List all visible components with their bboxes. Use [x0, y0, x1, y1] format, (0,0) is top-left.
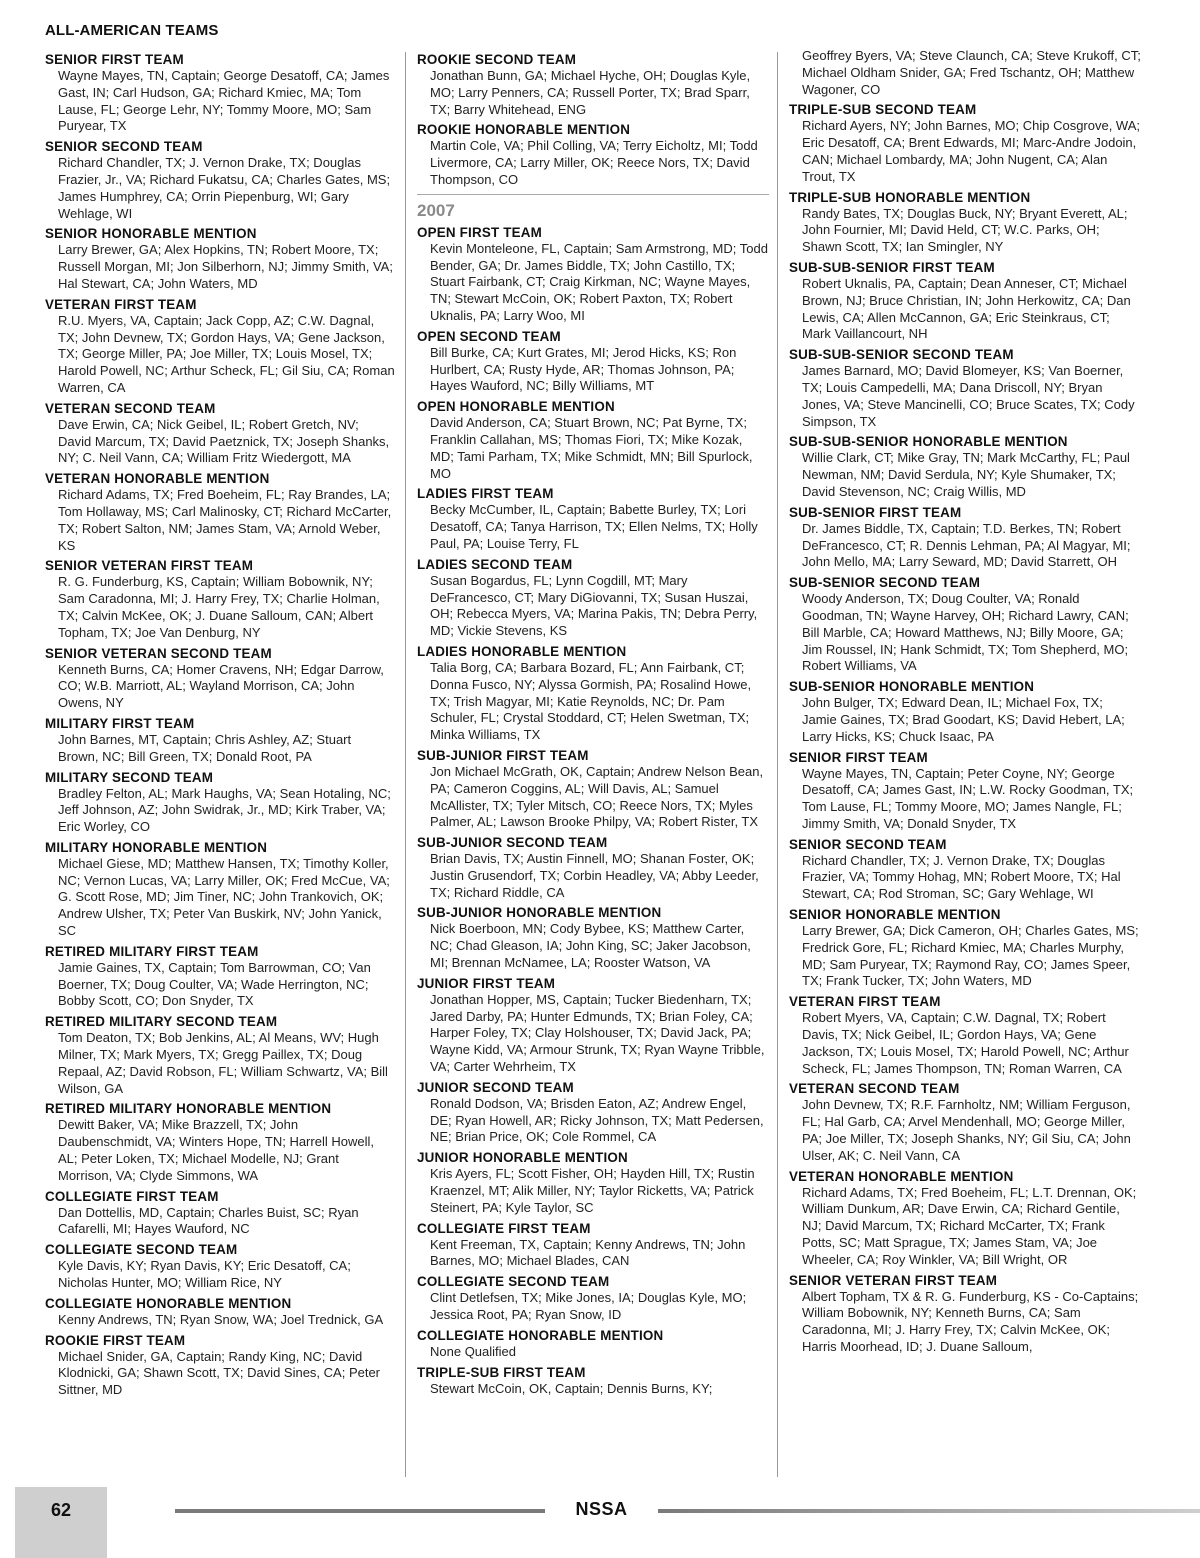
section-members: Willie Clark, CT; Mike Gray, TN; Mark McCarthy, FL; Paul Newman, NM; David Serdula, NY; Kyle Shumaker, TX; David Stevenson, NC; Craig Willis, MD — [802, 450, 1130, 499]
team-section — [417, 976, 769, 1076]
continued-text: Geoffrey Byers, VA; Steve Claunch, CA; Steve Krukoff, CT; Michael Oldham Snider, GA; Fred Tschantz, OH; Matthew Wagoner, CO — [802, 48, 1141, 97]
section-title: RETIRED MILITARY HONORABLE MENTION — [45, 1101, 332, 1117]
section-title: COLLEGIATE SECOND TEAM — [417, 1274, 610, 1290]
footer-rule — [658, 1509, 1200, 1513]
section-title: SUB-SENIOR FIRST TEAM — [789, 504, 962, 520]
section-members: James Barnard, MO; David Blomeyer, KS; Van Boerner, TX; Louis Campedelli, MA; Dana Driscoll, NY; Bryan Jones, VA; Steve Mancinelli, CO; Bruce Scates, TX; Cody Simpson, TX — [802, 363, 1135, 429]
team-section — [417, 1365, 769, 1398]
column-1 — [45, 48, 395, 1399]
year-heading: 2007 — [417, 200, 455, 220]
page-number: 62 — [50, 1500, 72, 1520]
section-title: ROOKIE HONORABLE MENTION — [417, 122, 631, 138]
section-members: Wayne Mayes, TN, Captain; George Desatoff, CA; James Gast, IN; Carl Hudson, GA; Richard Kmiec, MA; Tom Lause, FL; George Lehr, NY; Tommy Moore, MO; Sam Puryear, TX — [58, 68, 390, 134]
section-members: R.U. Myers, VA, Captain; Jack Copp, AZ; C.W. Dagnal, TX; John Devnew, TX; Gordon Hays, VA; Gene Jackson, TX; George Miller, PA; Joe Miller, TX; Louis Mosel, TX; Harold Powell, NC; Arthur Scheck, FL; Gil Siu, CA; Roman Warren, CA — [58, 312, 395, 395]
team-section — [789, 575, 1141, 675]
team-section — [417, 399, 769, 482]
section-members: Dewitt Baker, VA; Mike Brazzell, TX; John Daubenschmidt, VA; Winters Hope, TN; Harrell Howell, AL; Peter Loken, TX; Michael Modelle, NJ; Grant Morrison, VA; Clyde Simmons, WA — [58, 1117, 374, 1183]
section-title: VETERAN FIRST TEAM — [45, 296, 197, 312]
section-members: Talia Borg, CA; Barbara Bozard, FL; Ann Fairbank, CT; Donna Fusco, NY; Alyssa Gormish, PA; Rosalind Howe, TX; Trish Magyar, MI; Katie Reynolds, NC; Dr. Pam Schuler, FL; Crystal Stoddard, CT; Helen Swetman, TX; Minka Williams, TX — [430, 659, 752, 743]
team-section — [789, 1273, 1141, 1356]
section-title: SUB-SUB-SENIOR SECOND TEAM — [789, 347, 1014, 363]
section-title: RETIRED MILITARY SECOND TEAM — [45, 1014, 278, 1030]
section-members: Kris Ayers, FL; Scott Fisher, OH; Hayden Hill, TX; Rustin Kraenzel, MT; Alik Miller, NY; Taylor Ricketts, VA; Patrick Steinert, PA; Kyle Taylor, SC — [430, 1166, 755, 1215]
section-title: MILITARY FIRST TEAM — [45, 715, 195, 731]
section-members: David Anderson, CA; Stuart Brown, NC; Pat Byrne, TX; Franklin Callahan, MS; Thomas Fiori, TX; Mike Kozak, MD; Tami Parham, TX; Mike Schmidt, MN; Bill Spurlock, MO — [430, 415, 753, 481]
section-members: Nick Boerboon, MN; Cody Bybee, KS; Matthew Carter, NC; Chad Gleason, IA; John King, SC; Jaker Jacobson, MI; Brennan McNamee, LA; Rooster Watson, VA — [430, 921, 751, 971]
section-members: Wayne Mayes, TN, Captain; Peter Coyne, NY; George Desatoff, CA; James Gast, IN; L.W. Rocky Goodman, TX; Tom Lause, FL; Tommy Moore, MO; James Nangle, FL; Jimmy Smith, VA; Donald Snyder, TX — [802, 765, 1134, 831]
section-title: SUB-JUNIOR SECOND TEAM — [417, 835, 608, 851]
section-title: TRIPLE-SUB HONORABLE MENTION — [789, 189, 1031, 205]
section-title: SUB-SUB-SENIOR HONORABLE MENTION — [789, 434, 1068, 450]
section-members: Larry Brewer, GA; Dick Cameron, OH; Charles Gates, MS; Fredrick Gore, FL; Richard Kmiec, MA; Charles Murphy, MD; Sam Puryear, TX; Raymond Ray, CO; James Speer, TX; Frank Tucker, TX; John Waters, MD — [802, 923, 1139, 989]
team-section — [417, 644, 769, 744]
section-title: VETERAN FIRST TEAM — [789, 994, 941, 1010]
team-section — [45, 770, 395, 836]
team-section — [45, 944, 395, 1010]
team-section — [45, 52, 395, 135]
team-section — [789, 907, 1141, 990]
section-members: Jonathan Hopper, MS, Captain; Tucker Biedenharn, TX; Jared Darby, PA; Hunter Edmunds, TX; Brian Foley, CA; Harper Foley, TX; Clay Holshouser, TX; David Jack, PA; Wayne Kidd, VA; Armour Strunk, TX; Ryan Wayne Tribble, VA; Carter Wehrheim, TX — [430, 991, 765, 1075]
section-members: Bradley Felton, AL; Mark Haughs, VA; Sean Hotaling, NC; Jeff Johnson, AZ; John Swidrak, Jr., MD; Kirk Traber, VA; Eric Worley, CO — [58, 785, 391, 835]
team-section — [789, 505, 1141, 571]
team-section — [45, 1101, 395, 1184]
section-members: Richard Ayers, NY; John Barnes, MO; Chip Cosgrove, WA; Eric Desatoff, CA; Brent Edwards, MI; Marc-Andre Jodoin, CAN; Michael Lombardy, MA; John Nugent, CA; Alan Trout, TX — [802, 118, 1141, 184]
section-members: R. G. Funderburg, KS, Captain; William Bobownik, NY; Sam Caradonna, MI; J. Harry Frey, TX; Charlie Holman, TX; Calvin McKee, OK; J. Duane Salloum, CAN; Albert Topham, TX; Joe Van Denburg, NY — [58, 574, 380, 640]
section-title: VETERAN HONORABLE MENTION — [45, 471, 270, 487]
team-section — [417, 835, 769, 901]
team-section — [45, 297, 395, 397]
section-members: Richard Chandler, TX; J. Vernon Drake, TX; Douglas Frazier, VA; Tommy Hohag, MN; Robert Moore, TX; Hal Stewart, CA; Rod Stroman, SC; Gary Wehlage, WI — [802, 852, 1121, 902]
team-section — [417, 1328, 769, 1361]
page-number-box — [15, 1487, 107, 1558]
section-members: John Bulger, TX; Edward Dean, IL; Michael Fox, TX; Jamie Gaines, TX; Brad Goodart, KS; David Hebert, LA; Larry Hicks, KS; Chuck Isaac, PA — [802, 695, 1125, 744]
column-3 — [789, 48, 1141, 1356]
team-section — [45, 1333, 395, 1399]
team-section — [789, 1081, 1141, 1164]
page-heading: ALL-AMERICAN TEAMS — [45, 22, 219, 39]
section-members: Brian Davis, TX; Austin Finnell, MO; Shanan Foster, OK; Justin Grusendorf, TX; Corbin Headley, VA; Abby Leeder, TX; Richard Riddle, CA — [430, 851, 759, 900]
team-section — [417, 1080, 769, 1146]
section-title: SENIOR VETERAN FIRST TEAM — [789, 1272, 998, 1288]
section-title: LADIES HONORABLE MENTION — [417, 643, 627, 659]
team-section — [45, 1296, 395, 1329]
year-block — [417, 194, 769, 1398]
section-title: LADIES SECOND TEAM — [417, 556, 573, 572]
section-title: SENIOR VETERAN SECOND TEAM — [45, 645, 272, 661]
section-members: Kenny Andrews, TN; Ryan Snow, WA; Joel Trednick, GA — [58, 1311, 384, 1327]
section-title: VETERAN SECOND TEAM — [789, 1081, 960, 1097]
section-title: MILITARY HONORABLE MENTION — [45, 839, 268, 855]
section-title: SENIOR FIRST TEAM — [789, 749, 928, 765]
section-title: JUNIOR FIRST TEAM — [417, 975, 556, 991]
team-section — [45, 226, 395, 292]
team-section — [789, 434, 1141, 500]
section-members: Martin Cole, VA; Phil Colling, VA; Terry Eicholtz, MI; Todd Livermore, CA; Larry Miller, OK; Reece Nors, TX; David Thompson, CO — [430, 138, 758, 187]
section-title: SENIOR SECOND TEAM — [789, 836, 947, 852]
team-section — [789, 190, 1141, 256]
section-title: SENIOR VETERAN FIRST TEAM — [45, 558, 254, 574]
section-title: SENIOR SECOND TEAM — [45, 139, 203, 155]
section-members: Dave Erwin, CA; Nick Geibel, IL; Robert Gretch, NV; David Marcum, TX; David Paetznick, TX; Joseph Shanks, NY; C. Neil Vann, CA; William Fritz Wiedergott, MA — [58, 416, 390, 466]
team-section — [417, 557, 769, 640]
section-members: Kevin Monteleone, FL, Captain; Sam Armstrong, MD; Todd Bender, GA; Dr. James Biddle, TX; John Castillo, TX; Stuart Fairbank, CT; Craig Kirkman, NC; Wayne Mayes, TN; Stewart McCoin, OK; Robert Paxton, TX; Robert Uknalis, PA; Larry Woo, MI — [430, 240, 768, 323]
team-section — [45, 471, 395, 554]
section-title: SUB-SUB-SENIOR FIRST TEAM — [789, 259, 995, 275]
column-divider — [405, 52, 406, 1477]
team-section — [417, 1221, 769, 1271]
section-title: TRIPLE-SUB FIRST TEAM — [417, 1364, 586, 1380]
team-section — [789, 679, 1141, 745]
section-title: JUNIOR SECOND TEAM — [417, 1079, 574, 1095]
section-members: None Qualified — [430, 1343, 516, 1359]
section-members: Susan Bogardus, FL; Lynn Cogdill, MT; Mary DeFrancesco, CT; Mary DiGiovanni, TX; Susan Huszai, OH; Rebecca Myers, VA; Marina Pakis, TN; Debra Perry, MD; Vickie Stevens, KS — [430, 572, 758, 639]
section-members: Stewart McCoin, OK, Captain; Dennis Burns, KY; — [430, 1380, 713, 1396]
team-section — [417, 748, 769, 831]
section-members: Jamie Gaines, TX, Captain; Tom Barrowman, CO; Van Boerner, TX; Doug Coulter, VA; Wade Herrington, NC; Bobby Scott, CO; Don Snyder, TX — [58, 959, 371, 1009]
section-members: Dr. James Biddle, TX, Captain; T.D. Berkes, TN; Robert DeFrancesco, CT; R. Dennis Lehman, PA; Al Magyar, MI; John Mello, MA; Larry Seward, MD; David Starrett, OH — [802, 520, 1131, 570]
section-title: COLLEGIATE FIRST TEAM — [45, 1188, 219, 1204]
team-section — [45, 716, 395, 766]
section-title: TRIPLE-SUB SECOND TEAM — [789, 102, 977, 118]
section-title: SENIOR HONORABLE MENTION — [45, 226, 257, 242]
section-members: Kent Freeman, TX, Captain; Kenny Andrews, TN; John Barnes, MO; Michael Blades, CAN — [430, 1236, 746, 1269]
section-title: SUB-SENIOR HONORABLE MENTION — [789, 679, 1035, 695]
section-title: RETIRED MILITARY FIRST TEAM — [45, 943, 259, 959]
section-members: Larry Brewer, GA; Alex Hopkins, TN; Robert Moore, TX; Russell Morgan, MI; Jon Silberhorn, NJ; Jimmy Smith, VA; Hal Stewart, CA; John Waters, MD — [58, 242, 393, 291]
section-members: Robert Myers, VA, Captain; C.W. Dagnal, TX; Robert Davis, TX; Nick Geibel, IL; Gordon Hays, VA; Gene Jackson, TX; Louis Mosel, TX; Harold Powell, NC; Arthur Scheck, FL; James Thompson, TN; Roman Warren, CA — [802, 1010, 1129, 1076]
section-title: JUNIOR HONORABLE MENTION — [417, 1150, 628, 1166]
section-members: John Barnes, MT, Captain; Chris Ashley, AZ; Stuart Brown, NC; Bill Green, TX; Donald Root, PA — [58, 731, 352, 764]
section-title: MILITARY SECOND TEAM — [45, 769, 214, 785]
team-section — [45, 139, 395, 222]
section-title: COLLEGIATE FIRST TEAM — [417, 1220, 591, 1236]
team-section — [789, 750, 1141, 833]
section-title: OPEN SECOND TEAM — [417, 328, 561, 344]
section-title: VETERAN SECOND TEAM — [45, 400, 216, 416]
team-section — [45, 1242, 395, 1292]
footer-rule — [175, 1509, 545, 1513]
section-title: COLLEGIATE HONORABLE MENTION — [417, 1327, 664, 1343]
team-section — [45, 646, 395, 712]
section-members: Richard Chandler, TX; J. Vernon Drake, TX; Douglas Frazier, Jr., VA; Richard Fukatsu, CA; Charles Gates, MS; James Humphrey, CA; Orrin Piepenburg, WI; Gary Wehlage, WI — [58, 155, 391, 221]
section-members: John Devnew, TX; R.F. Farnholtz, NM; William Ferguson, FL; Hal Garb, CA; Arvel Mendenhall, MO; George Miller, PA; Joe Miller, TX; Joseph Shanks, NY; Gil Siu, CA; John Ulser, AK; C. Neil Vann, CA — [802, 1097, 1131, 1163]
team-section — [789, 102, 1141, 185]
section-members: Kyle Davis, KY; Ryan Davis, KY; Eric Desatoff, CA; Nicholas Hunter, MO; William Rice, NY — [58, 1258, 351, 1291]
section-title: COLLEGIATE SECOND TEAM — [45, 1242, 238, 1258]
team-section — [45, 1014, 395, 1097]
section-members: Albert Topham, TX & R. G. Funderburg, KS - Co-Captains; William Bobownik, NY; Kenneth Burns, CA; Sam Caradonna, MI; J. Harry Frey, TX; Calvin McKee, OK; Harris Moorhead, ID; J. Duane Salloum, — [802, 1288, 1139, 1355]
section-title: VETERAN HONORABLE MENTION — [789, 1168, 1014, 1184]
section-members: Ronald Dodson, VA; Brisden Eaton, AZ; Andrew Engel, DE; Ryan Howell, AR; Ricky Johnson, TX; Matt Pedersen, NE; Brian Price, OK; Cole Rommel, CA — [430, 1095, 764, 1145]
team-section — [45, 558, 395, 641]
section-members: Dan Dottellis, MD, Captain; Charles Buist, SC; Ryan Cafarelli, MI; Hayes Wauford, NC — [58, 1204, 359, 1237]
team-section — [417, 486, 769, 552]
section-members: Michael Snider, GA, Captain; Randy King, NC; David Klodnicki, GA; Shawn Scott, TX; David Sines, CA; Peter Sittner, MD — [58, 1348, 381, 1398]
team-section — [789, 1169, 1141, 1269]
section-members: Randy Bates, TX; Douglas Buck, NY; Bryant Everett, AL; John Fournier, MI; David Held, CT; W.C. Parks, OH; Shawn Scott, TX; Ian Smingler, NY — [802, 205, 1128, 255]
team-section — [789, 260, 1141, 343]
team-section — [417, 1150, 769, 1216]
section-members: Richard Adams, TX; Fred Boeheim, FL; Ray Brandes, LA; Tom Hollaway, MS; Carl Malinosky, CT; Richard McCarter, TX; Robert Salton, NM; James Stam, VA; Arnold Weber, KS — [58, 487, 392, 553]
section-members: Robert Uknalis, PA, Captain; Dean Anneser, CT; Michael Brown, NJ; Bruce Christian, IN; John Herkowitz, CA; Dan Lewis, CA; Allen McCannon, GA; Eric Steinkraus, CT; Mark Vaillancourt, NH — [802, 275, 1131, 342]
team-section — [417, 225, 769, 325]
section-title: LADIES FIRST TEAM — [417, 486, 554, 502]
section-title: ROOKIE SECOND TEAM — [417, 52, 577, 67]
column-2 — [417, 48, 769, 1397]
section-members: Clint Detlefsen, TX; Mike Jones, IA; Douglas Kyle, MO; Jessica Root, PA; Ryan Snow, ID — [430, 1290, 747, 1323]
team-section — [789, 994, 1141, 1077]
section-members: Becky McCumber, IL, Captain; Babette Burley, TX; Lori Desatoff, CA; Tanya Harrison, TX; Ellen Nelms, TX; Holly Paul, PA; Louise Terry, FL — [430, 502, 758, 551]
section-title: OPEN FIRST TEAM — [417, 224, 543, 240]
section-members: Jon Michael McGrath, OK, Captain; Andrew Nelson Bean, PA; Cameron Coggins, AL; Will Davis, AL; Samuel McAllister, TX; Tyler Mitsch, CO; Reece Nors, TX; Myles Palmer, AL; Lawson Brooke Philpy, VA; Robert Rister, TX — [430, 763, 764, 830]
team-section — [417, 329, 769, 395]
team-section — [417, 122, 769, 188]
section-title: SUB-JUNIOR HONORABLE MENTION — [417, 905, 662, 921]
team-section — [789, 837, 1141, 903]
section-members: Tom Deaton, TX; Bob Jenkins, AL; Al Means, WV; Hugh Milner, TX; Mark Myers, TX; Gregg Paillex, TX; Doug Repaal, AZ; David Robson, FL; William Schwartz, VA; Bill Wilson, GA — [58, 1030, 388, 1096]
section-members: Richard Adams, TX; Fred Boeheim, FL; L.T. Drennan, OK; William Dunkum, AR; Dave Erwin, CA; Richard Gentile, NJ; David Marcum, TX; Richard McCarter, TX; Frank Potts, SC; Matt Sprague, TX; James Stam, VA; Joe Wheeler, CA; Roy Winkler, VA; Bill Wright, OR — [802, 1184, 1137, 1267]
section-title: COLLEGIATE HONORABLE MENTION — [45, 1295, 292, 1311]
section-members: Woody Anderson, TX; Doug Coulter, VA; Ronald Goodman, TN; Wayne Harvey, OH; Richard Lawry, CAN; Bill Marble, CA; Howard Matthews, NJ; Billy Moore, GA; Jim Roussel, IN; Hank Schmidt, TX; Tom Shepherd, MO; Robert Williams, VA — [802, 591, 1129, 674]
section-members: Kenneth Burns, CA; Homer Cravens, NH; Edgar Darrow, CO; W.B. Marriott, AL; Wayland Morrison, CA; John Owens, NY — [58, 661, 384, 711]
section-members: Michael Giese, MD; Matthew Hansen, TX; Timothy Koller, NC; Vernon Lucas, VA; Larry Miller, OK; Fred McCue, VA; G. Scott Rose, MD; Jim Tiner, NC; John Trankovich, OK; Andrew Ulsher, TX; Peter Van Buskirk, NV; John Yanick, SC — [58, 855, 390, 939]
section-title: SUB-SENIOR SECOND TEAM — [789, 575, 981, 591]
section-title: ROOKIE FIRST TEAM — [45, 1332, 186, 1348]
team-section — [417, 1274, 769, 1324]
section-title: SENIOR HONORABLE MENTION — [789, 907, 1001, 923]
section-members: Jonathan Bunn, GA; Michael Hyche, OH; Douglas Kyle, MO; Larry Penners, CA; Russell Porter, TX; Brad Sparr, TX; Barry Whitehead, ENG — [430, 68, 751, 117]
section-title: SUB-JUNIOR FIRST TEAM — [417, 747, 589, 763]
team-section — [417, 905, 769, 971]
section-title: OPEN HONORABLE MENTION — [417, 399, 615, 415]
team-section — [417, 52, 769, 118]
team-section — [789, 347, 1141, 430]
section-members: Bill Burke, CA; Kurt Grates, MI; Jerod Hicks, KS; Ron Hurlbert, CA; Rusty Hyde, AR; Thomas Johnson, PA; Hayes Wauford, NC; Billy Williams, MT — [430, 344, 737, 394]
section-title: SENIOR FIRST TEAM — [45, 52, 184, 67]
column-divider — [777, 52, 778, 1477]
footer-brand: NSSA — [575, 1499, 628, 1519]
team-section — [45, 840, 395, 940]
team-section — [45, 401, 395, 467]
team-section — [45, 1189, 395, 1239]
